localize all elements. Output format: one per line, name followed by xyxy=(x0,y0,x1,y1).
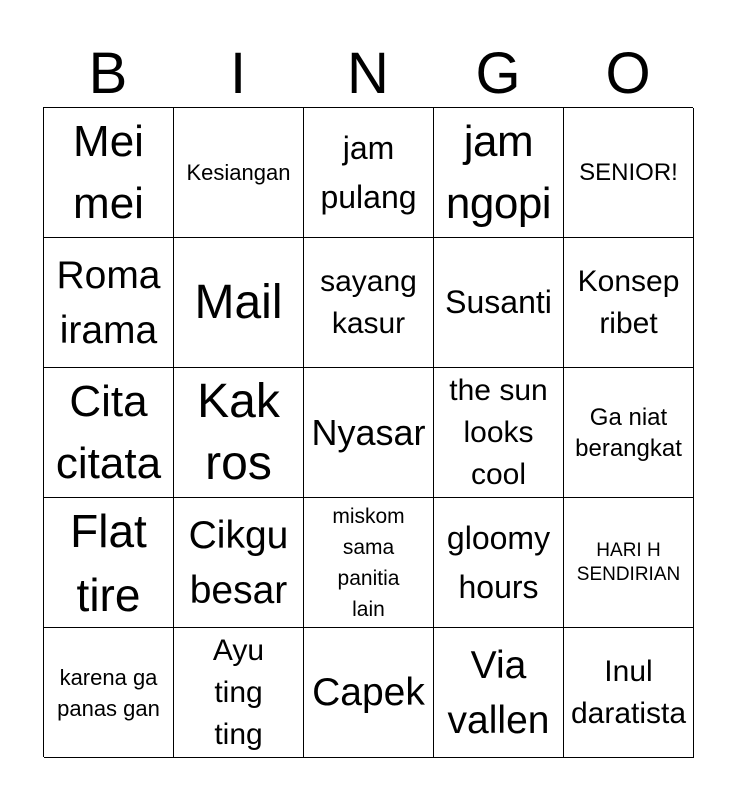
bingo-cell[interactable]: Capek xyxy=(304,628,434,758)
bingo-cell[interactable]: sayang kasur xyxy=(304,238,434,368)
bingo-cell[interactable]: Via vallen xyxy=(434,628,564,758)
bingo-cell[interactable]: miskom sama panitia lain xyxy=(304,498,434,628)
bingo-cell[interactable]: Cikgu besar xyxy=(174,498,304,628)
bingo-cell[interactable]: Nyasar xyxy=(304,368,434,498)
bingo-cell[interactable]: Mail xyxy=(174,238,304,368)
bingo-cell[interactable]: jam pulang xyxy=(304,108,434,238)
bingo-cell[interactable]: SENIOR! xyxy=(564,108,694,238)
bingo-cell[interactable]: Susanti xyxy=(434,238,564,368)
header-letter-b: B xyxy=(88,41,128,106)
header-letter-i: I xyxy=(229,41,247,106)
bingo-cell[interactable]: Kak ros xyxy=(174,368,304,498)
bingo-cell[interactable]: karena ga panas gan xyxy=(44,628,174,758)
bingo-cell[interactable]: Cita citata xyxy=(44,368,174,498)
bingo-cell[interactable]: Ga niat berangkat xyxy=(564,368,694,498)
header-letter-g: G xyxy=(475,41,521,106)
header-letter-n: N xyxy=(347,41,389,106)
bingo-cell[interactable]: the sun looks cool xyxy=(434,368,564,498)
bingo-cell[interactable]: Roma irama xyxy=(44,238,174,368)
bingo-cell[interactable]: Inul daratista xyxy=(564,628,694,758)
bingo-cell[interactable]: HARI H SENDIRIAN xyxy=(564,498,694,628)
bingo-cell[interactable]: Kesiangan xyxy=(174,108,304,238)
bingo-cell[interactable]: Mei mei xyxy=(44,108,174,238)
bingo-cell[interactable]: Konsep ribet xyxy=(564,238,694,368)
bingo-cell[interactable]: gloomy hours xyxy=(434,498,564,628)
bingo-cell[interactable]: jam ngopi xyxy=(434,108,564,238)
header-letter-o: O xyxy=(605,41,651,106)
bingo-cell[interactable]: Ayu ting ting xyxy=(174,628,304,758)
bingo-grid xyxy=(43,107,693,757)
bingo-header xyxy=(43,40,693,108)
bingo-cell[interactable]: Flat tire xyxy=(44,498,174,628)
